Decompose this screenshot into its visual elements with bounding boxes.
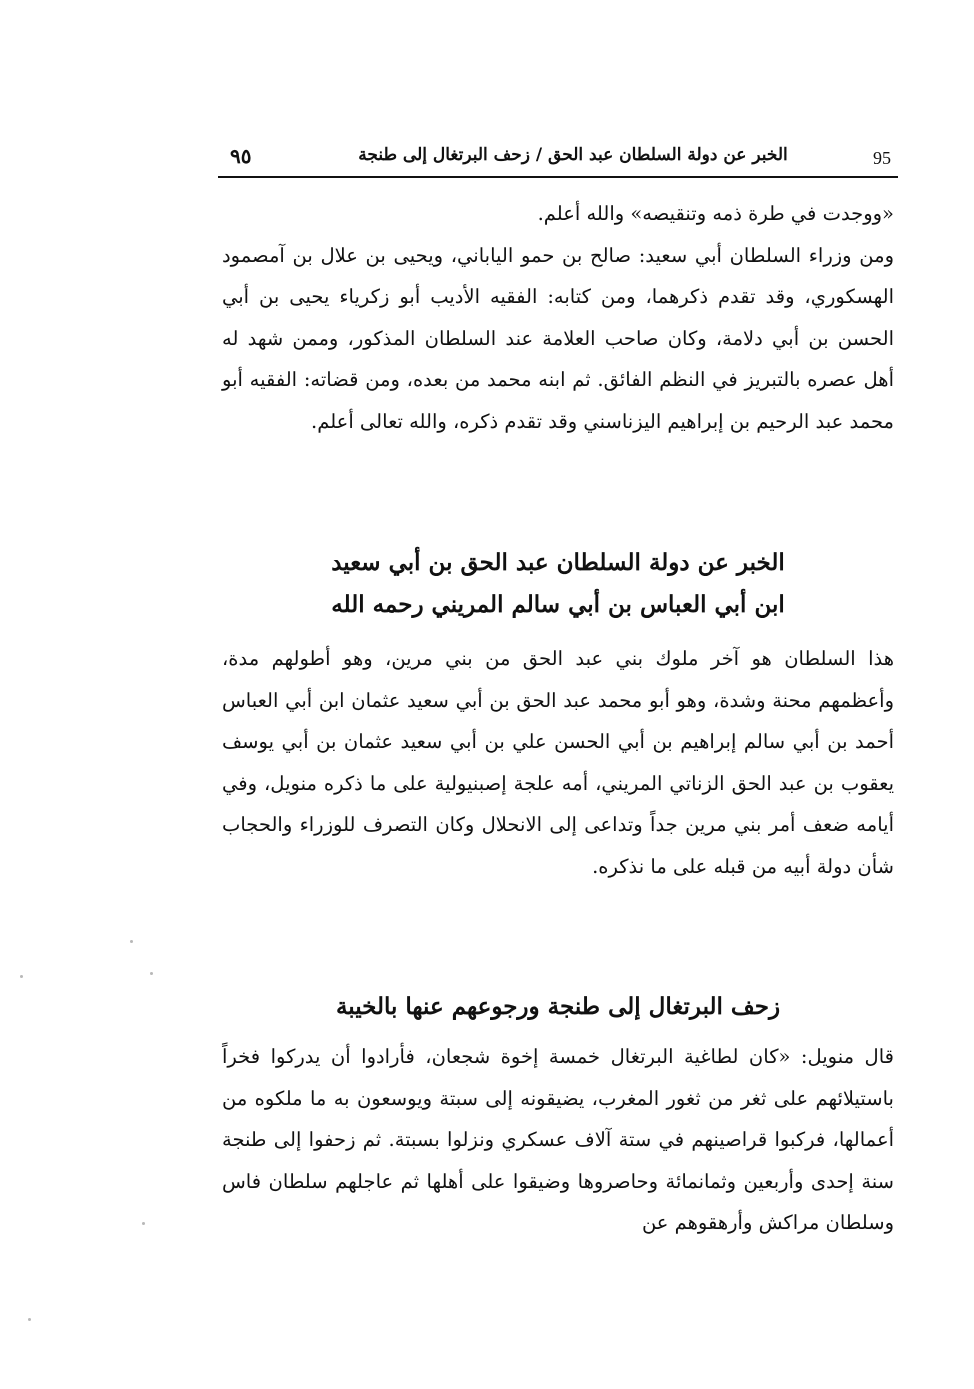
running-title: الخبر عن دولة السلطان عبد الحق / زحف البرتغال إلى طنجة: [358, 145, 788, 165]
heading-line-2: ابن أبي العباس بن أبي سالم المريني رحمه الله: [331, 591, 785, 618]
scan-speck: [142, 1222, 145, 1225]
page-header: [218, 140, 898, 178]
heading-line-1: الخبر عن دولة السلطان عبد الحق بن أبي سعيد: [331, 549, 785, 576]
scan-speck: [130, 940, 133, 943]
paragraph-quote-end: «ووجدت في طرة ذمه وتنقيصه» والله أعلم.: [537, 202, 894, 225]
page-number-latin: 95: [873, 148, 891, 168]
heading-abd-al-haqq-reign: [222, 542, 894, 626]
scan-speck: [20, 975, 23, 978]
section-ministers: [222, 193, 894, 442]
header-rule: [218, 176, 898, 178]
page-number-arabic: ٩٥: [230, 144, 252, 168]
scan-speck: [150, 972, 153, 975]
paragraph-abd-al-haqq: هذا السلطان هو آخر ملوك بني عبد الحق من بني مرين، وهو أطولهم مدة، وأعظمهم محنة وشدة، وهو أبو محمد عبد الحق بن أبي سعيد عثمان ابن أبي العباس أحمد بن أبي سالم إبراهيم بن أبي الحسن علي بن أبي سعيد عثمان بن أبي يوسف يعقوب بن عبد الحق الزناتي المريني، أمه علجة إصبنيولية على ما ذكره منويل، وفي أيامه ضعف أمر بني مرين جداً وتداعى إلى الانحلال وكان التصرف للوزراء والحجاب شأن دولة أبيه من قبله على ما نذكره.: [222, 647, 894, 878]
section-abd-al-haqq: [222, 638, 894, 887]
heading-text: زحف البرتغال إلى طنجة ورجوعهم عنها بالخيبة: [335, 993, 781, 1020]
heading-portuguese-tangier: [222, 986, 894, 1028]
section-portuguese-tangier: [222, 1036, 894, 1244]
paragraph-portuguese: قال منويل: «كان لطاغية البرتغال خمسة إخوة شجعان، فأرادوا أن يدركوا فخراً باستيلائهم على ثغر من ثغور المغرب، يضيقونه إلى سبتة ويوسعون به ما ملكوه من أعمالها، فركبوا قراصينهم في ستة آلاف عسكري ونزلوا بسبتة. ثم زحفوا إلى طنجة سنة إحدى وأربعين وثمانمائة وحاصروها وضيقوا على أهلها ثم عاجلهم سلطان فاس وسلطان مراكش وأرهقوهم عن: [222, 1045, 894, 1234]
paragraph-ministers: ومن وزراء السلطان أبي سعيد: صالح بن حمو الياباني، ويحيى بن علال بن آمصمود الهسكوري، وقد تقدم ذكرهما، ومن كتابه: الفقيه الأديب أبو زكرياء يحيى بن أبي الحسن بن أبي دلامة، وكان صاحب العلامة عند السلطان المذكور، وممن شهد له أهل عصره بالتبريز في النظم الفائق. ثم ابنه محمد من بعده، ومن قضاته: الفقيه أبو محمد عبد الرحيم بن إبراهيم اليزناسني وقد تقدم ذكره، والله تعالى أعلم.: [222, 243, 894, 433]
scan-speck: [28, 1318, 31, 1321]
